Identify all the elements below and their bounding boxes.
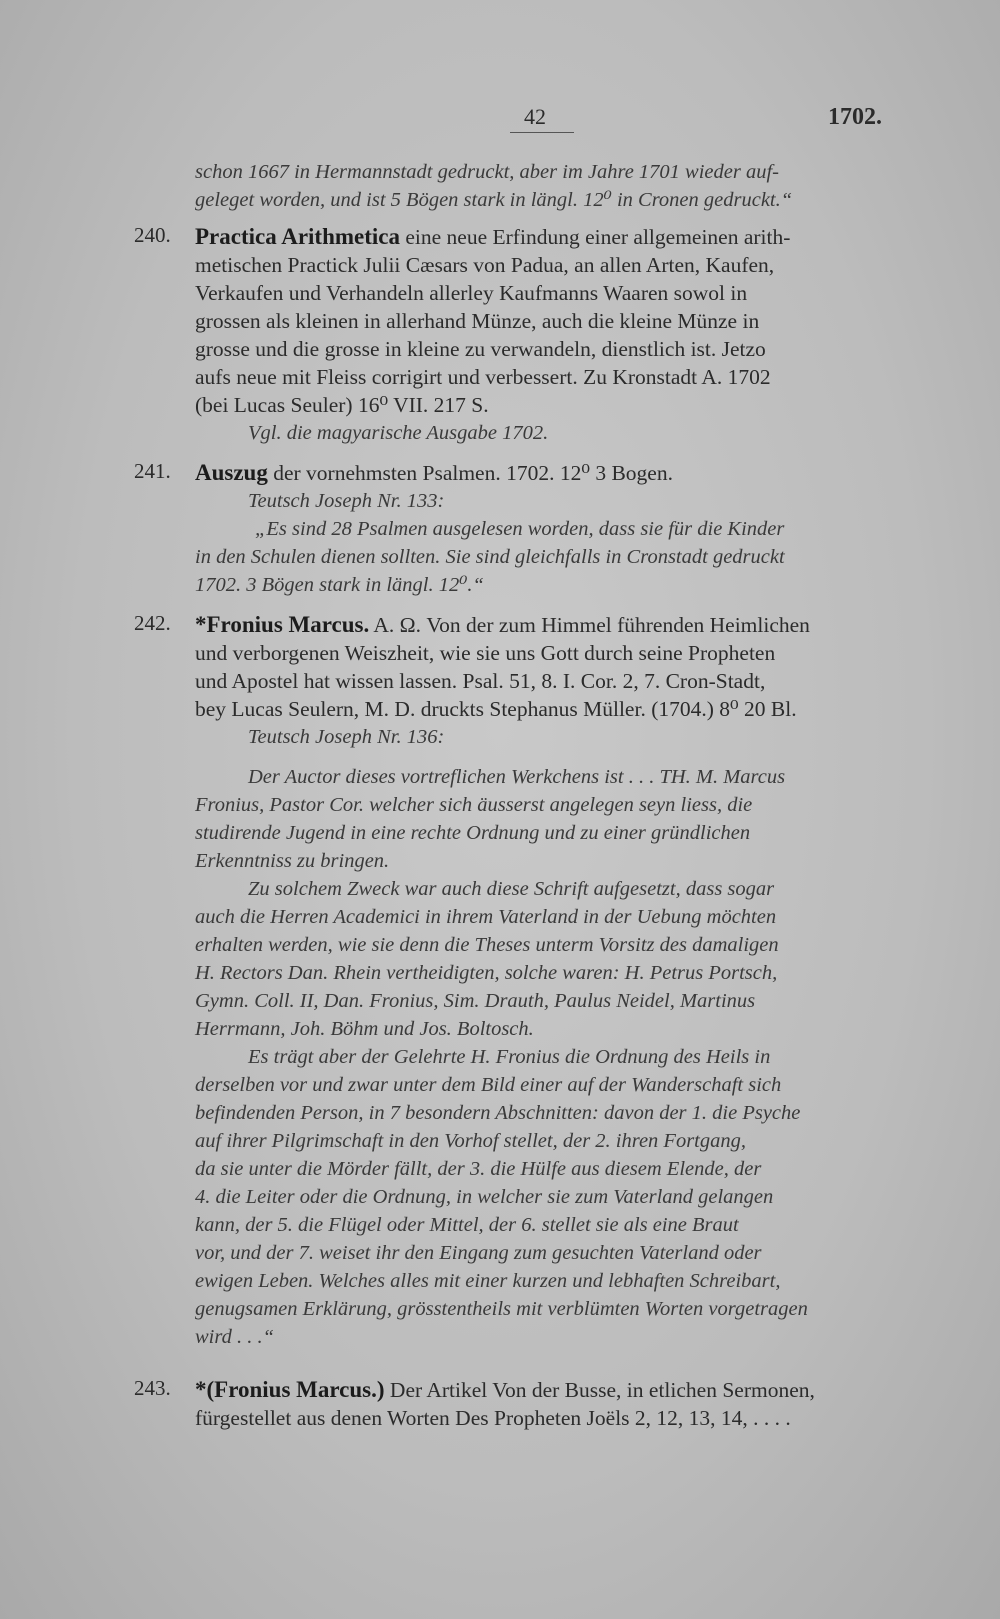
entry-first-line [195, 223, 909, 251]
entry-number: 243. [134, 1376, 171, 1400]
entry-note: Teutsch Joseph Nr. 136: [248, 726, 445, 748]
entry-line: aufs neue mit Fleiss corrigirt und verbessert. Zu Kronstadt A. 1702 [195, 365, 771, 389]
entry-note: erhalten werden, wie sie denn die Theses unterm Vorsitz des damaligen [195, 934, 779, 956]
entry-note: Gymn. Coll. II, Dan. Fronius, Sim. Drauth, Paulus Neidel, Martinus [195, 990, 756, 1012]
entry-number: 240. [134, 223, 171, 247]
entry-note: Der Auctor dieses vortreflichen Werkchens ist . . . TH. M. Marcus [248, 766, 786, 788]
entry-heading: Practica Arithmetica [195, 224, 400, 249]
entry-note: ewigen Leben. Welches alles mit einer kurzen und lebhaften Schreibart, [195, 1270, 781, 1292]
entry-note: Herrmann, Joh. Böhm und Jos. Boltosch. [195, 1018, 534, 1040]
entry-line: (bei Lucas Seuler) 16⁰ VII. 217 S. [195, 393, 489, 417]
entry-line: grosse und die grosse in kleine zu verwandeln, dienstlich ist. Jetzo [195, 337, 766, 361]
entry-note: „Es sind 28 Psalmen ausgelesen worden, dass sie für die Kinder [255, 518, 785, 540]
entry-heading: Auszug [195, 460, 268, 485]
entry-line: Verkaufen und Verhandeln allerley Kaufmanns Waaren sowol in [195, 281, 748, 305]
prelude-line: geleget worden, und ist 5 Bögen stark in längl. 12⁰ in Cronen gedruckt.“ [195, 189, 793, 211]
entry-line: metischen Practick Julii Cæsars von Padua, an allen Arten, Kaufen, [195, 253, 775, 277]
entry-note: genugsamen Erklärung, grösstentheils mit verblümten Worten vorgetragen [195, 1298, 808, 1320]
entry-number: 241. [134, 459, 171, 483]
entry-note: da sie unter die Mörder fällt, der 3. die Hülfe aus diesem Elende, der [195, 1158, 762, 1180]
entry-note: derselben vor und zwar unter dem Bild einer auf der Wanderschaft sich [195, 1074, 782, 1096]
page-number: 42 [510, 104, 574, 133]
entry-heading: *(Fronius Marcus.) [195, 1377, 385, 1402]
page-header [0, 104, 1000, 140]
entry-note: wird . . .“ [195, 1326, 274, 1348]
entry-note: vor, und der 7. weiset ihr den Eingang zum gesuchten Vaterland oder [195, 1242, 762, 1264]
entry-note: Vgl. die magyarische Ausgabe 1702. [248, 422, 549, 444]
entry-note: auch die Herren Academici in ihrem Vaterland in der Uebung möchten [195, 906, 777, 928]
entry-first-line [195, 611, 909, 639]
entry-note: H. Rectors Dan. Rhein vertheidigten, solche waren: H. Petrus Portsch, [195, 962, 778, 984]
entry-line: grossen als kleinen in allerhand Münze, auch die kleine Münze in [195, 309, 760, 333]
entry-line: fürgestellet aus denen Worten Des Propheten Joëls 2, 12, 13, 14, . . . . [195, 1406, 791, 1430]
entry-line: bey Lucas Seulern, M. D. druckts Stephanus Müller. (1704.) 8⁰ 20 Bl. [195, 697, 797, 721]
entry-note: studirende Jugend in eine rechte Ordnung und zu einer gründlichen [195, 822, 751, 844]
entry-note: Teutsch Joseph Nr. 133: [248, 490, 445, 512]
entry-note: 1702. 3 Bögen stark in längl. 12⁰.“ [195, 574, 484, 596]
entry-first-line [195, 1376, 909, 1404]
entry-line: und verborgenen Weiszheit, wie sie uns Gott durch seine Propheten [195, 641, 776, 665]
entry-number: 242. [134, 611, 171, 635]
entry-text: Der Artikel Von der Busse, in etlichen Sermonen, [384, 1378, 815, 1402]
entry-note: kann, der 5. die Flügel oder Mittel, der 6. stellet sie als eine Braut [195, 1214, 739, 1236]
entry-note: auf ihrer Pilgrimschaft in den Vorhof stellet, der 2. ihren Fortgang, [195, 1130, 747, 1152]
entry-note: Zu solchem Zweck war auch diese Schrift aufgesetzt, dass sogar [248, 878, 775, 900]
entry-note: Fronius, Pastor Cor. welcher sich äusserst angelegen seyn liess, die [195, 794, 753, 816]
entry-note: 4. die Leiter oder die Ordnung, in welcher sie zum Vaterland gelangen [195, 1186, 774, 1208]
entry-note: Es trägt aber der Gelehrte H. Fronius die Ordnung des Heils in [248, 1046, 771, 1068]
entry-first-line [195, 459, 909, 487]
entry-note: Erkenntniss zu bringen. [195, 850, 390, 872]
entry-text: eine neue Erfindung einer allgemeinen arith- [400, 225, 791, 249]
entry-note: befindenden Person, in 7 besondern Abschnitten: davon der 1. die Psyche [195, 1102, 801, 1124]
entry-text: A. Ω. Von der zum Himmel führenden Heimlichen [369, 613, 810, 637]
entry-heading: *Fronius Marcus. [195, 612, 370, 637]
entry-note: in den Schulen dienen sollten. Sie sind gleichfalls in Cronstadt gedruckt [195, 546, 785, 568]
running-year: 1702. [828, 104, 882, 130]
prelude-line: schon 1667 in Hermannstadt gedruckt, aber im Jahre 1701 wieder auf- [195, 161, 779, 183]
entry-line: und Apostel hat wissen lassen. Psal. 51, 8. I. Cor. 2, 7. Cron-Stadt, [195, 669, 766, 693]
entry-text: der vornehmsten Psalmen. 1702. 12⁰ 3 Bogen. [267, 461, 673, 485]
